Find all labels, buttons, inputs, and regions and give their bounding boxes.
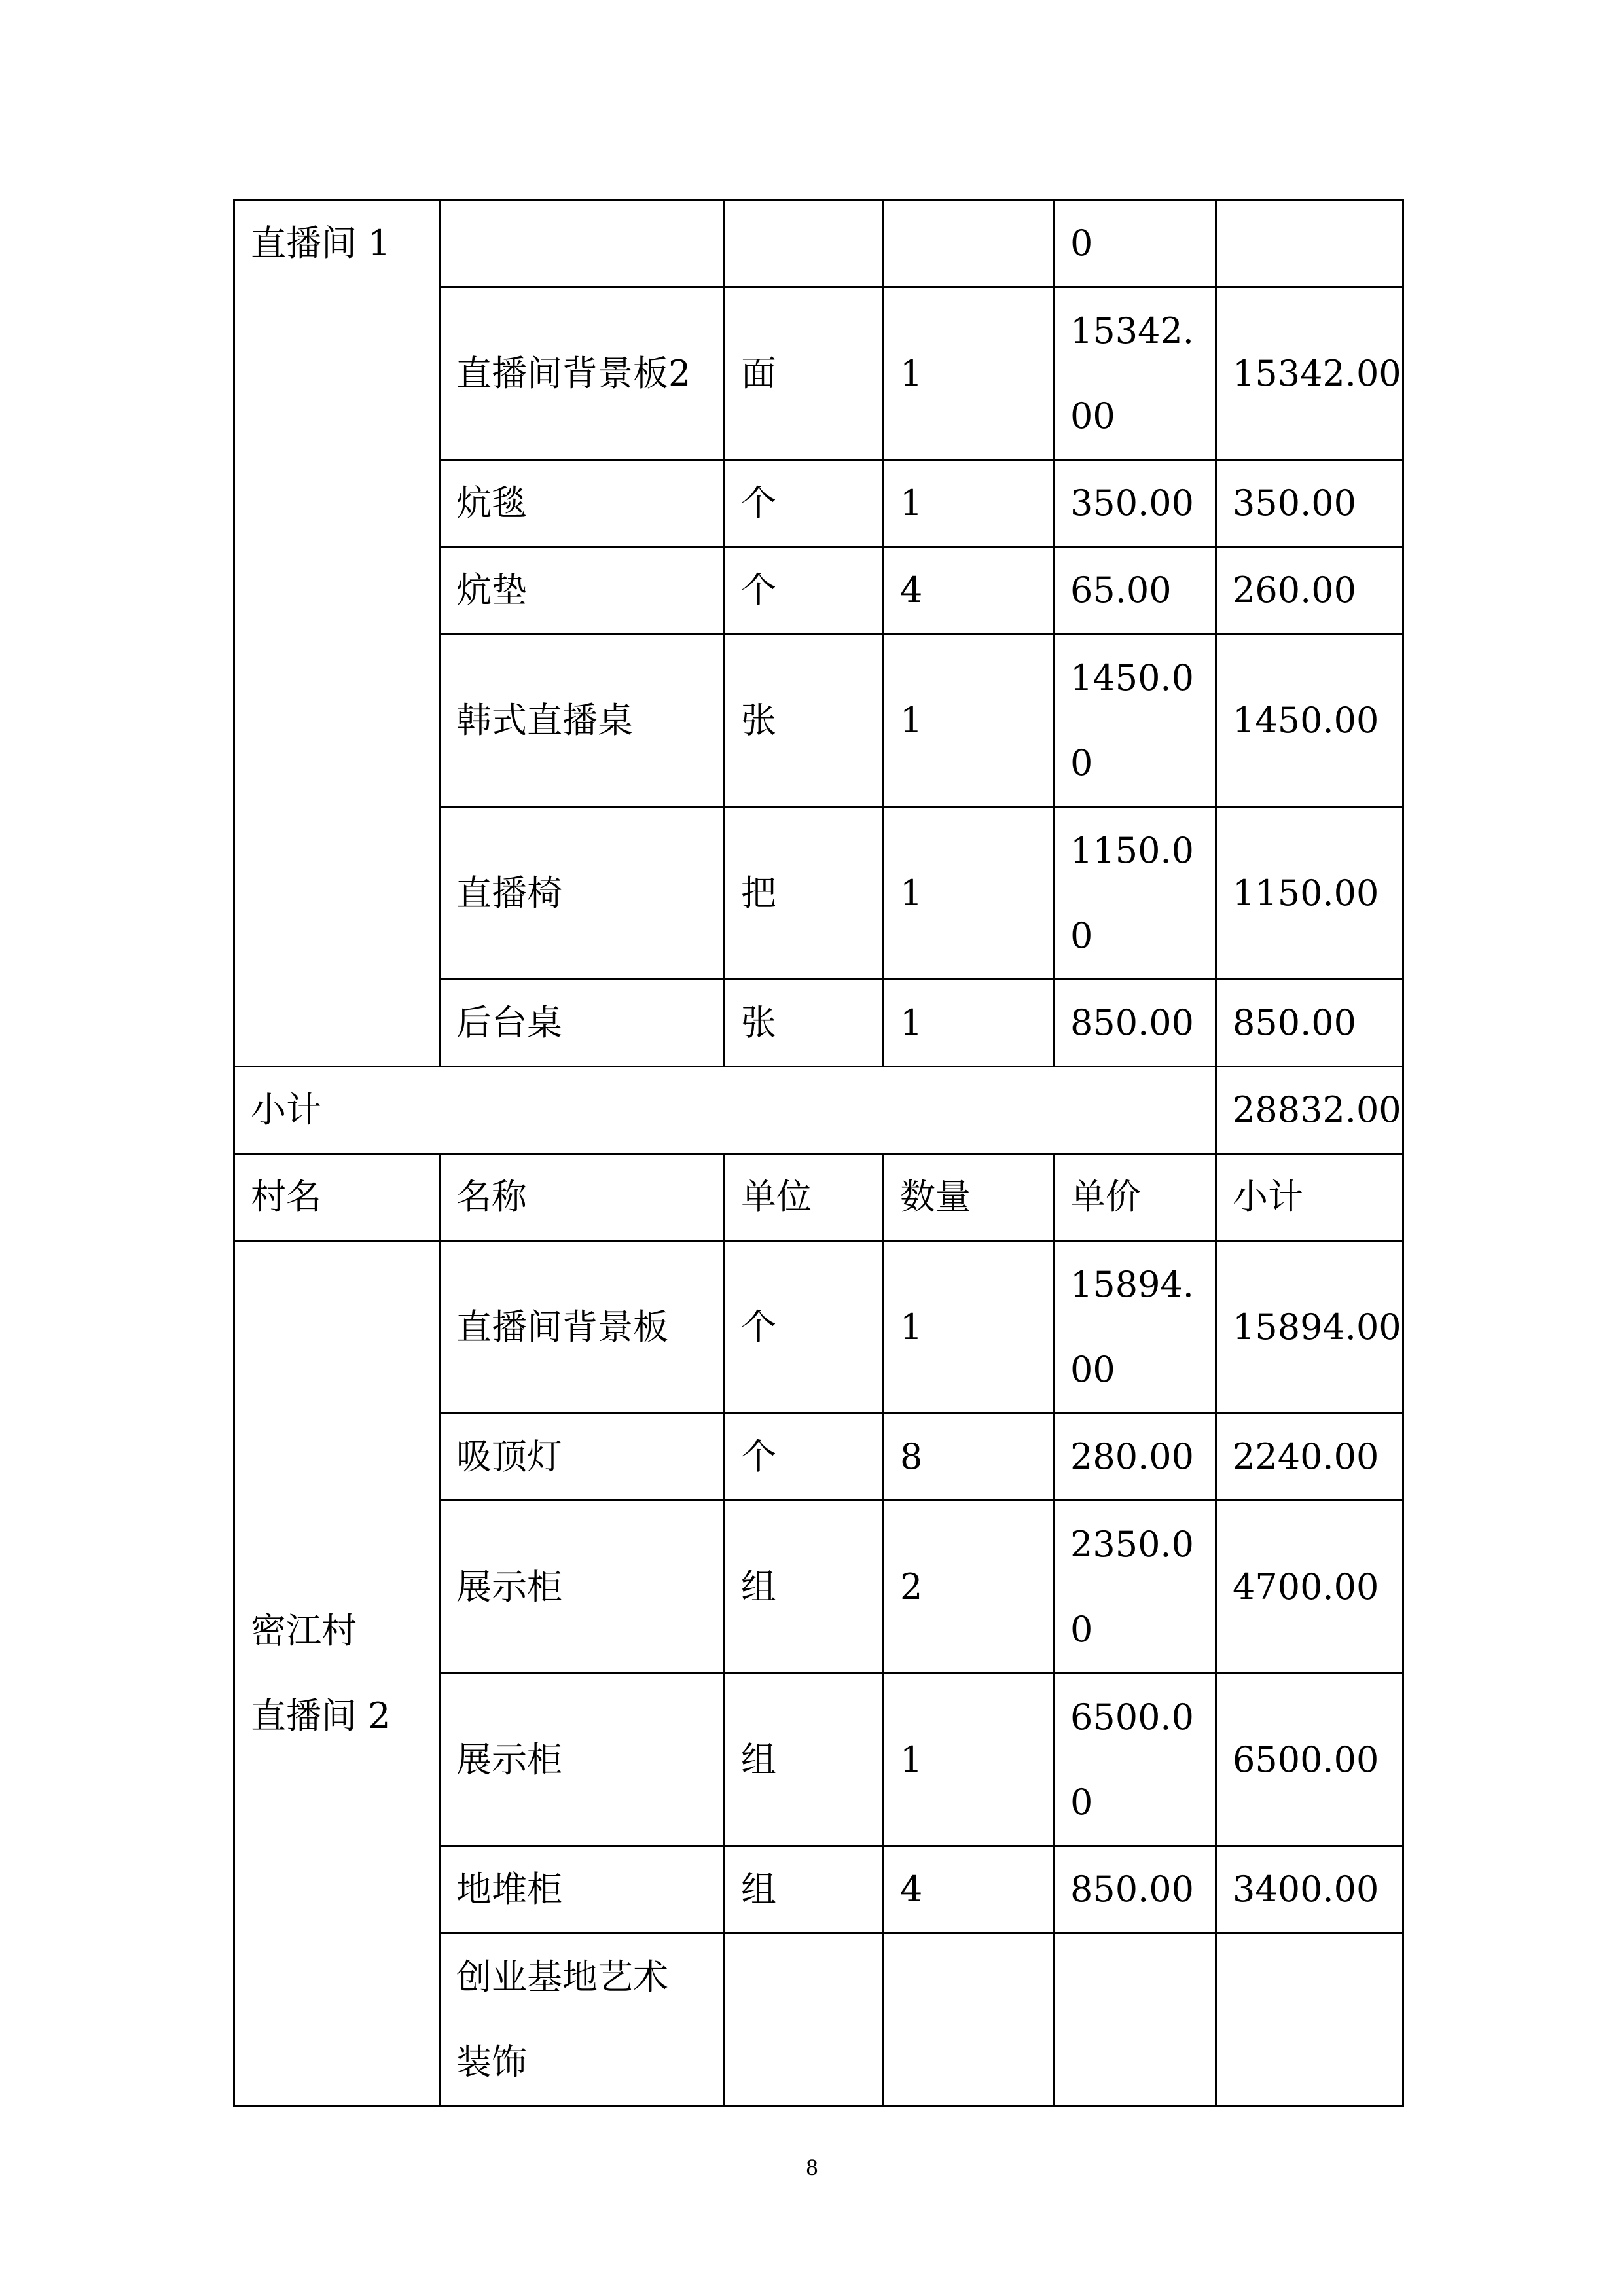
unit-cell: 把	[725, 807, 884, 980]
unit-cell: 张	[725, 634, 884, 807]
quantity-cell: 8	[884, 1414, 1054, 1501]
item-name-cell: 直播间背景板	[440, 1241, 725, 1414]
unit-cell: 组	[725, 1674, 884, 1846]
unit-cell	[725, 200, 884, 287]
quantity-cell: 4	[884, 547, 1054, 634]
item-name-cell: 创业基地艺术 装饰	[440, 1933, 725, 2106]
item-name-cell: 直播椅	[440, 807, 725, 980]
table-row	[234, 200, 1403, 287]
item-name-cell: 韩式直播桌	[440, 634, 725, 807]
unit-price-cell	[1054, 1933, 1216, 2106]
quantity-cell	[884, 200, 1054, 287]
unit-cell: 组	[725, 1846, 884, 1933]
page-number: 8	[806, 2154, 818, 2180]
line-total-cell: 15342.00	[1216, 287, 1403, 460]
line-total-cell: 15894.00	[1216, 1241, 1403, 1414]
section2-village-cell: 密江村 直播间 2	[234, 1241, 440, 2106]
unit-price-cell: 1150.0 0	[1054, 807, 1216, 980]
column-header: 小计	[1216, 1154, 1403, 1241]
line-total-cell: 850.00	[1216, 980, 1403, 1067]
unit-price-cell: 1450.0 0	[1054, 634, 1216, 807]
line-total-cell	[1216, 200, 1403, 287]
quantity-cell	[884, 1933, 1054, 2106]
item-name-cell: 地堆柜	[440, 1846, 725, 1933]
unit-price-cell: 2350.0 0	[1054, 1501, 1216, 1674]
subtotal-row	[234, 1067, 1403, 1154]
quantity-cell: 1	[884, 1241, 1054, 1414]
quantity-cell: 2	[884, 1501, 1054, 1674]
line-total-cell: 6500.00	[1216, 1674, 1403, 1846]
unit-price-cell: 15894. 00	[1054, 1241, 1216, 1414]
item-name-cell: 展示柜	[440, 1501, 725, 1674]
line-total-cell: 1150.00	[1216, 807, 1403, 980]
line-total-cell: 4700.00	[1216, 1501, 1403, 1674]
line-total-cell: 3400.00	[1216, 1846, 1403, 1933]
line-total-cell: 350.00	[1216, 460, 1403, 547]
line-total-cell: 2240.00	[1216, 1414, 1403, 1501]
quantity-cell: 4	[884, 1846, 1054, 1933]
item-name-cell: 炕垫	[440, 547, 725, 634]
quantity-cell: 1	[884, 634, 1054, 807]
equipment-cost-table	[233, 199, 1404, 2107]
subtotal-label: 小计	[234, 1067, 1216, 1154]
unit-price-cell: 850.00	[1054, 980, 1216, 1067]
unit-price-cell: 6500.0 0	[1054, 1674, 1216, 1846]
quantity-cell: 1	[884, 460, 1054, 547]
item-name-cell: 后台桌	[440, 980, 725, 1067]
unit-cell: 个	[725, 460, 884, 547]
unit-cell: 张	[725, 980, 884, 1067]
unit-price-cell: 350.00	[1054, 460, 1216, 547]
section1-village-cell: 直播间 1	[234, 200, 440, 1067]
line-total-cell	[1216, 1933, 1403, 2106]
unit-cell: 个	[725, 1241, 884, 1414]
unit-cell: 面	[725, 287, 884, 460]
unit-price-cell: 0	[1054, 200, 1216, 287]
column-header: 数量	[884, 1154, 1054, 1241]
column-header: 名称	[440, 1154, 725, 1241]
unit-price-cell: 850.00	[1054, 1846, 1216, 1933]
item-name-cell: 炕毯	[440, 460, 725, 547]
subtotal-value: 28832.00	[1216, 1067, 1403, 1154]
unit-price-cell: 65.00	[1054, 547, 1216, 634]
quantity-cell: 1	[884, 980, 1054, 1067]
unit-price-cell: 15342. 00	[1054, 287, 1216, 460]
unit-cell: 个	[725, 547, 884, 634]
unit-cell: 个	[725, 1414, 884, 1501]
quantity-cell: 1	[884, 807, 1054, 980]
header-row	[234, 1154, 1403, 1241]
item-name-cell: 直播间背景板2	[440, 287, 725, 460]
quantity-cell: 1	[884, 287, 1054, 460]
column-header: 单价	[1054, 1154, 1216, 1241]
quantity-cell: 1	[884, 1674, 1054, 1846]
line-total-cell: 260.00	[1216, 547, 1403, 634]
line-total-cell: 1450.00	[1216, 634, 1403, 807]
item-name-cell: 展示柜	[440, 1674, 725, 1846]
unit-price-cell: 280.00	[1054, 1414, 1216, 1501]
table-row	[234, 1241, 1403, 1414]
unit-cell: 组	[725, 1501, 884, 1674]
item-name-cell	[440, 200, 725, 287]
column-header: 村名	[234, 1154, 440, 1241]
unit-cell	[725, 1933, 884, 2106]
item-name-cell: 吸顶灯	[440, 1414, 725, 1501]
column-header: 单位	[725, 1154, 884, 1241]
